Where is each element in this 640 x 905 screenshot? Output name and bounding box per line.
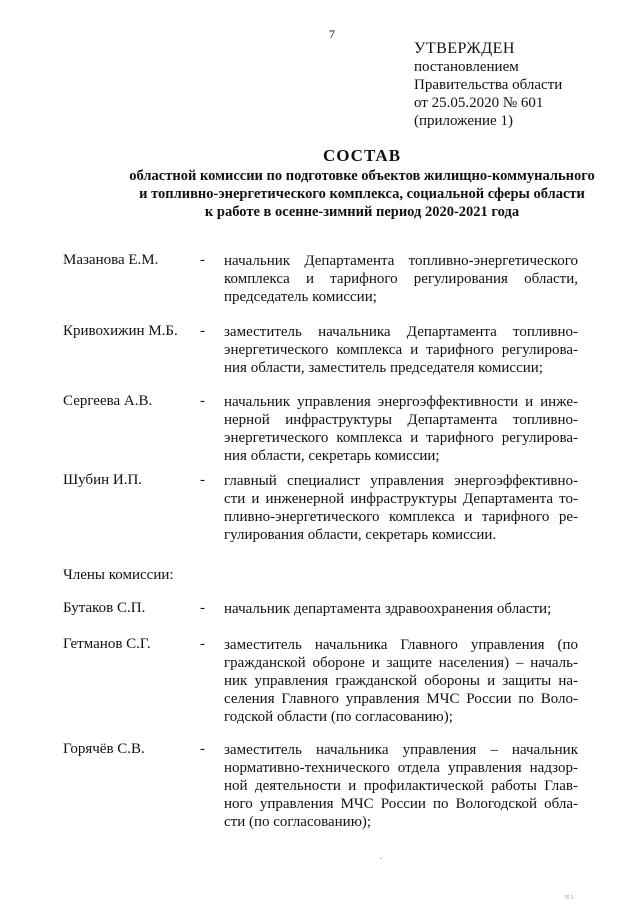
approval-line: (приложение 1) — [414, 113, 513, 129]
member-name: Кривохижин М.Б. — [63, 323, 178, 339]
member-role: заместитель начальника Главного управления (по гражданской обороне и защите населения) – началь- ник управления гражданской обороны и защиты на- селения Главного управления МЧС России по Воло- годской области (по согласованию); — [224, 637, 578, 725]
approval-line: постановлением — [414, 59, 519, 75]
members-heading: Члены комиссии: — [63, 567, 174, 583]
dash-separator: - — [200, 393, 205, 409]
approval-line: Правительства области — [414, 77, 563, 93]
title-line: областной комиссии по подготовке объектов жилищно-коммунального — [129, 168, 595, 184]
member-name: Шубин И.П. — [63, 472, 143, 488]
dash-separator: - — [200, 600, 205, 616]
dash-separator: - — [200, 472, 205, 488]
title-heading: СОСТАВ — [322, 146, 402, 165]
dash-separator: - — [200, 741, 205, 757]
title-line: и топливно-энергетического комплекса, социальной сферы области — [139, 186, 585, 202]
document-title — [60, 145, 640, 221]
member-name: Сергеева А.В. — [63, 393, 153, 409]
approval-line: УТВЕРЖДЕН — [414, 40, 515, 57]
member-name: Горячёв С.В. — [63, 741, 145, 757]
member-role: главный специалист управления энергоэффективно- сти и инженерной инфраструктуры Департамента то- пливно-энергетического комплекса и тарифного ре- гулирования области, секретарь комиссии. — [224, 473, 578, 543]
member-role: заместитель начальника Департамента топливно- энергетического комплекса и тарифного регулирова- ния области, заместитель председателя комиссии; — [224, 324, 578, 376]
member-name: Гетманов С.Г. — [63, 636, 151, 652]
member-name: Бутаков С.П. — [63, 600, 146, 616]
approval-line: от 25.05.2020 № 601 — [414, 95, 544, 111]
member-role: начальник Департамента топливно-энергетического комплекса и тарифного регулирования области, председатель комиссии; — [224, 253, 578, 305]
approval-stamp — [414, 40, 562, 130]
member-role: заместитель начальника управления – начальник нормативно-технического отдела управления надзор- ной деятельности и профилактической работы Глав- ного управления МЧС России по Вологодской обла- сти (по согласованию); — [224, 742, 578, 830]
dash-separator: - — [200, 636, 205, 652]
page-number: 7 — [329, 27, 335, 41]
title-line: к работе в осенне-зимний период 2020-2021 года — [204, 204, 520, 220]
scan-mark: ч ı — [565, 892, 574, 901]
dash-separator: - — [200, 323, 205, 339]
member-role: начальник управления энергоэффективности и инже- нерной инфраструктуры Департамента топливно- энергетического комплекса и тарифного регулирова- ния области, секретарь комиссии; — [224, 394, 578, 464]
scan-mark: . — [380, 851, 383, 861]
dash-separator: - — [200, 252, 205, 268]
member-role: начальник департамента здравоохранения области; — [224, 601, 552, 617]
member-name: Мазанова Е.М. — [63, 252, 159, 268]
